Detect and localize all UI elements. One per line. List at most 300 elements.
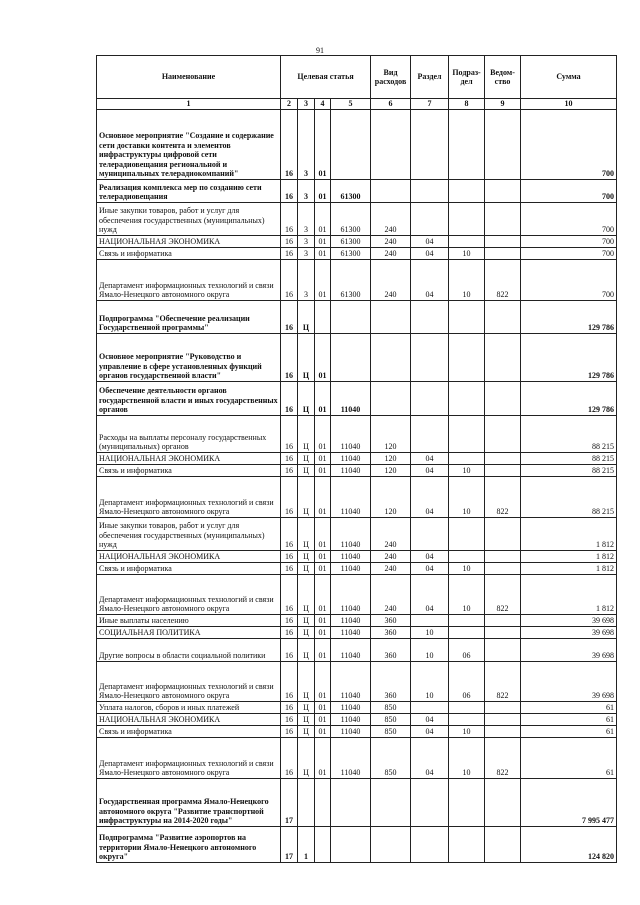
row-expense-type: 850 [371, 701, 411, 713]
header-section: Раздел [411, 56, 449, 99]
row-section [411, 179, 449, 202]
budget-table [96, 55, 617, 863]
row-department [485, 550, 521, 562]
col-number: 2 [281, 99, 298, 110]
row-name: Подпрограмма "Развитие аэропортов на территории Ямало-Ненецкого автономного округа" [97, 826, 281, 862]
row-name: Департамент информационных технологий и связи Ямало-Ненецкого автономного округа [97, 661, 281, 701]
row-measure-code: 01 [315, 737, 331, 778]
row-measure-code: 01 [315, 109, 331, 179]
row-section [411, 300, 449, 333]
row-measure-code: 01 [315, 574, 331, 614]
row-expense-type: 360 [371, 626, 411, 638]
row-subsection [449, 778, 485, 826]
row-sum: 1 812 [521, 574, 617, 614]
row-name: Государственная программа Ямало-Ненецкого автономного округа "Развитие транспортной инфраструктуры на 2014-2020 годы" [97, 778, 281, 826]
row-section: 04 [411, 476, 449, 517]
row-measure-code: 01 [315, 550, 331, 562]
row-measure-code: 01 [315, 259, 331, 300]
table-row [97, 614, 617, 626]
table-row [97, 574, 617, 614]
row-measure-code: 01 [315, 247, 331, 259]
row-program-code: 16 [281, 476, 298, 517]
row-subprogram-code: 1 [298, 826, 315, 862]
row-section [411, 517, 449, 550]
row-subprogram-code: 3 [298, 247, 315, 259]
row-direction-code [331, 300, 371, 333]
row-direction-code: 11040 [331, 638, 371, 661]
row-name: Иные закупки товаров, работ и услуг для обеспечения государственных (муниципальных) нужд [97, 517, 281, 550]
row-name: Подпрограмма "Обеспечение реализации Государственной программы" [97, 300, 281, 333]
row-subsection [449, 415, 485, 452]
row-sum: 700 [521, 109, 617, 179]
row-subsection: 10 [449, 259, 485, 300]
row-subprogram-code: Ц [298, 737, 315, 778]
row-department [485, 247, 521, 259]
row-subprogram-code: Ц [298, 333, 315, 381]
row-name: Департамент информационных технологий и связи Ямало-Ненецкого автономного округа [97, 259, 281, 300]
row-expense-type [371, 333, 411, 381]
row-expense-type: 120 [371, 452, 411, 464]
row-subsection [449, 109, 485, 179]
row-section: 04 [411, 550, 449, 562]
row-direction-code: 61300 [331, 259, 371, 300]
row-sum: 700 [521, 259, 617, 300]
table-row [97, 626, 617, 638]
header-department: Ведом-ство [485, 56, 521, 99]
table-row [97, 778, 617, 826]
row-program-code: 16 [281, 415, 298, 452]
row-direction-code: 11040 [331, 452, 371, 464]
row-subsection [449, 826, 485, 862]
row-program-code: 16 [281, 737, 298, 778]
col-number: 7 [411, 99, 449, 110]
header-name: Наименование [97, 56, 281, 99]
row-department [485, 826, 521, 862]
row-subprogram-code: Ц [298, 562, 315, 574]
row-name: Уплата налогов, сборов и иных платежей [97, 701, 281, 713]
row-measure-code: 01 [315, 638, 331, 661]
row-direction-code [331, 333, 371, 381]
row-subprogram-code: Ц [298, 626, 315, 638]
table-row [97, 109, 617, 179]
row-direction-code: 11040 [331, 517, 371, 550]
row-expense-type: 240 [371, 259, 411, 300]
row-expense-type [371, 179, 411, 202]
table-header [97, 56, 617, 110]
row-section [411, 109, 449, 179]
row-section: 04 [411, 464, 449, 476]
row-section [411, 202, 449, 235]
row-measure-code: 01 [315, 626, 331, 638]
row-sum: 88 215 [521, 464, 617, 476]
row-department [485, 725, 521, 737]
row-department [485, 109, 521, 179]
row-direction-code: 11040 [331, 381, 371, 415]
row-section: 10 [411, 661, 449, 701]
table-row [97, 550, 617, 562]
row-department [485, 452, 521, 464]
row-expense-type: 850 [371, 725, 411, 737]
row-program-code: 16 [281, 661, 298, 701]
row-name: Департамент информационных технологий и связи Ямало-Ненецкого автономного округа [97, 737, 281, 778]
row-subprogram-code: Ц [298, 452, 315, 464]
row-program-code: 16 [281, 452, 298, 464]
row-department [485, 202, 521, 235]
row-program-code: 16 [281, 614, 298, 626]
row-subprogram-code: Ц [298, 701, 315, 713]
row-subsection [449, 179, 485, 202]
col-number: 10 [521, 99, 617, 110]
row-section: 10 [411, 626, 449, 638]
row-name: Связь и информатика [97, 464, 281, 476]
row-section: 04 [411, 259, 449, 300]
row-expense-type: 240 [371, 550, 411, 562]
row-measure-code [315, 300, 331, 333]
row-subsection [449, 333, 485, 381]
header-sum: Сумма [521, 56, 617, 99]
row-section [411, 778, 449, 826]
row-sum: 61 [521, 737, 617, 778]
row-expense-type: 240 [371, 247, 411, 259]
row-name: НАЦИОНАЛЬНАЯ ЭКОНОМИКА [97, 713, 281, 725]
table-row [97, 235, 617, 247]
row-sum: 39 698 [521, 626, 617, 638]
row-measure-code: 01 [315, 661, 331, 701]
row-subprogram-code: Ц [298, 638, 315, 661]
row-subprogram-code: 3 [298, 202, 315, 235]
row-subsection: 06 [449, 638, 485, 661]
row-measure-code: 01 [315, 614, 331, 626]
row-direction-code: 11040 [331, 626, 371, 638]
row-sum: 88 215 [521, 415, 617, 452]
row-program-code: 16 [281, 701, 298, 713]
row-measure-code: 01 [315, 333, 331, 381]
col-number: 6 [371, 99, 411, 110]
col-number: 9 [485, 99, 521, 110]
row-expense-type [371, 109, 411, 179]
row-program-code: 17 [281, 826, 298, 862]
row-department [485, 626, 521, 638]
row-measure-code: 01 [315, 179, 331, 202]
table-row [97, 259, 617, 300]
table-row [97, 661, 617, 701]
row-measure-code: 01 [315, 235, 331, 247]
row-department [485, 562, 521, 574]
row-measure-code: 01 [315, 701, 331, 713]
row-name: Иные выплаты населению [97, 614, 281, 626]
row-subsection: 10 [449, 464, 485, 476]
row-subprogram-code: 3 [298, 259, 315, 300]
row-direction-code: 61300 [331, 202, 371, 235]
table-row [97, 562, 617, 574]
row-direction-code: 11040 [331, 550, 371, 562]
row-name: Иные закупки товаров, работ и услуг для обеспечения государственных (муниципальных) нужд [97, 202, 281, 235]
row-program-code: 16 [281, 574, 298, 614]
row-department [485, 701, 521, 713]
row-section: 04 [411, 725, 449, 737]
row-department [485, 778, 521, 826]
row-subsection [449, 235, 485, 247]
col-number: 8 [449, 99, 485, 110]
row-sum: 129 786 [521, 333, 617, 381]
row-subsection: 06 [449, 661, 485, 701]
row-sum: 88 215 [521, 452, 617, 464]
col-number: 5 [331, 99, 371, 110]
row-section: 04 [411, 737, 449, 778]
row-section: 04 [411, 562, 449, 574]
row-name: Департамент информационных технологий и связи Ямало-Ненецкого автономного округа [97, 476, 281, 517]
row-measure-code [315, 826, 331, 862]
row-name: СОЦИАЛЬНАЯ ПОЛИТИКА [97, 626, 281, 638]
row-measure-code: 01 [315, 415, 331, 452]
table-row [97, 333, 617, 381]
row-section: 04 [411, 713, 449, 725]
table-row [97, 517, 617, 550]
row-direction-code [331, 109, 371, 179]
header-target-article: Целевая статья [281, 56, 371, 99]
row-expense-type: 240 [371, 517, 411, 550]
table-row [97, 713, 617, 725]
row-measure-code: 01 [315, 517, 331, 550]
row-expense-type [371, 300, 411, 333]
row-program-code: 16 [281, 381, 298, 415]
row-program-code: 16 [281, 109, 298, 179]
row-department: 822 [485, 661, 521, 701]
table-row [97, 638, 617, 661]
row-name: Основное мероприятие "Руководство и управление в сфере установленных функций органов государственной власти" [97, 333, 281, 381]
row-subprogram-code: Ц [298, 381, 315, 415]
row-expense-type [371, 778, 411, 826]
row-expense-type: 240 [371, 562, 411, 574]
row-department [485, 333, 521, 381]
row-expense-type: 240 [371, 235, 411, 247]
row-sum: 61 [521, 701, 617, 713]
row-section: 10 [411, 638, 449, 661]
row-name: Расходы на выплаты персоналу государственных (муниципальных) органов [97, 415, 281, 452]
row-name: Обеспечение деятельности органов государственной власти и иных государственных органов [97, 381, 281, 415]
row-subsection: 10 [449, 737, 485, 778]
row-expense-type: 360 [371, 661, 411, 701]
row-subprogram-code: Ц [298, 614, 315, 626]
row-program-code: 16 [281, 300, 298, 333]
table-row [97, 381, 617, 415]
row-subprogram-code: Ц [298, 464, 315, 476]
row-sum: 39 698 [521, 614, 617, 626]
row-section: 04 [411, 574, 449, 614]
table-row [97, 452, 617, 464]
row-subsection [449, 202, 485, 235]
row-sum: 61 [521, 725, 617, 737]
row-direction-code: 11040 [331, 562, 371, 574]
row-sum: 1 812 [521, 517, 617, 550]
row-expense-type: 850 [371, 737, 411, 778]
row-program-code: 17 [281, 778, 298, 826]
row-direction-code: 11040 [331, 614, 371, 626]
row-department: 822 [485, 574, 521, 614]
table-body [97, 109, 617, 862]
row-sum: 129 786 [521, 300, 617, 333]
row-measure-code: 01 [315, 476, 331, 517]
row-department: 822 [485, 259, 521, 300]
table-row [97, 202, 617, 235]
row-subsection [449, 626, 485, 638]
row-program-code: 16 [281, 179, 298, 202]
row-subsection: 10 [449, 562, 485, 574]
row-program-code: 16 [281, 626, 298, 638]
row-name: Основное мероприятие "Создание и содержание сети доставки контента и элементов инфраструктуры цифровой сети телерадиовещания региональной и муниципальных телерадиокомпаний" [97, 109, 281, 179]
row-name: Связь и информатика [97, 247, 281, 259]
row-section [411, 415, 449, 452]
row-subsection [449, 614, 485, 626]
col-number: 3 [298, 99, 315, 110]
row-section [411, 701, 449, 713]
table-row [97, 179, 617, 202]
row-direction-code [331, 778, 371, 826]
row-expense-type [371, 826, 411, 862]
row-department [485, 638, 521, 661]
row-subprogram-code: Ц [298, 517, 315, 550]
row-subsection [449, 452, 485, 464]
row-expense-type: 120 [371, 464, 411, 476]
row-department: 822 [485, 476, 521, 517]
row-measure-code: 01 [315, 562, 331, 574]
row-program-code: 16 [281, 550, 298, 562]
row-department [485, 381, 521, 415]
row-department [485, 415, 521, 452]
row-program-code: 16 [281, 713, 298, 725]
row-subsection: 10 [449, 725, 485, 737]
row-sum: 39 698 [521, 661, 617, 701]
row-subsection: 10 [449, 247, 485, 259]
row-section [411, 614, 449, 626]
row-sum: 124 820 [521, 826, 617, 862]
row-subprogram-code: Ц [298, 550, 315, 562]
row-sum: 61 [521, 713, 617, 725]
row-subsection [449, 701, 485, 713]
row-measure-code: 01 [315, 452, 331, 464]
row-measure-code: 01 [315, 381, 331, 415]
row-subprogram-code: Ц [298, 300, 315, 333]
row-direction-code [331, 826, 371, 862]
row-department [485, 517, 521, 550]
row-sum: 700 [521, 202, 617, 235]
row-measure-code: 01 [315, 713, 331, 725]
row-expense-type: 360 [371, 638, 411, 661]
table-row [97, 701, 617, 713]
row-name: Связь и информатика [97, 725, 281, 737]
table-row [97, 415, 617, 452]
row-section: 04 [411, 452, 449, 464]
row-subsection [449, 550, 485, 562]
row-department [485, 614, 521, 626]
row-department [485, 179, 521, 202]
row-subprogram-code: 3 [298, 179, 315, 202]
row-direction-code: 11040 [331, 701, 371, 713]
col-number: 1 [97, 99, 281, 110]
row-name: Департамент информационных технологий и связи Ямало-Ненецкого автономного округа [97, 574, 281, 614]
row-direction-code: 11040 [331, 725, 371, 737]
row-program-code: 16 [281, 247, 298, 259]
row-subprogram-code: Ц [298, 476, 315, 517]
row-direction-code: 11040 [331, 464, 371, 476]
row-subprogram-code: Ц [298, 415, 315, 452]
row-subsection: 10 [449, 476, 485, 517]
row-direction-code: 11040 [331, 574, 371, 614]
row-expense-type: 120 [371, 415, 411, 452]
row-program-code: 16 [281, 562, 298, 574]
row-subsection: 10 [449, 574, 485, 614]
row-program-code: 16 [281, 464, 298, 476]
table-row [97, 826, 617, 862]
table-row [97, 725, 617, 737]
row-department [485, 300, 521, 333]
row-name: Реализация комплекса мер по созданию сети телерадиовещания [97, 179, 281, 202]
row-measure-code: 01 [315, 464, 331, 476]
row-direction-code: 11040 [331, 713, 371, 725]
row-subsection [449, 713, 485, 725]
row-section [411, 333, 449, 381]
row-sum: 39 698 [521, 638, 617, 661]
row-name: НАЦИОНАЛЬНАЯ ЭКОНОМИКА [97, 452, 281, 464]
row-name: Связь и информатика [97, 562, 281, 574]
row-subprogram-code: Ц [298, 713, 315, 725]
row-direction-code: 61300 [331, 247, 371, 259]
row-measure-code [315, 778, 331, 826]
row-name: Другие вопросы в области социальной политики [97, 638, 281, 661]
row-department: 822 [485, 737, 521, 778]
row-sum: 700 [521, 235, 617, 247]
row-subsection [449, 517, 485, 550]
row-section: 04 [411, 235, 449, 247]
row-measure-code: 01 [315, 202, 331, 235]
row-expense-type: 240 [371, 574, 411, 614]
row-section: 04 [411, 247, 449, 259]
row-direction-code: 11040 [331, 476, 371, 517]
row-section [411, 826, 449, 862]
row-sum: 88 215 [521, 476, 617, 517]
row-program-code: 16 [281, 638, 298, 661]
col-number: 4 [315, 99, 331, 110]
row-program-code: 16 [281, 259, 298, 300]
table-row [97, 476, 617, 517]
row-direction-code: 61300 [331, 179, 371, 202]
row-sum: 700 [521, 179, 617, 202]
row-program-code: 16 [281, 517, 298, 550]
row-subprogram-code: Ц [298, 574, 315, 614]
row-sum: 1 812 [521, 550, 617, 562]
table-row [97, 300, 617, 333]
row-sum: 7 995 477 [521, 778, 617, 826]
row-expense-type [371, 381, 411, 415]
row-subsection [449, 300, 485, 333]
row-subprogram-code: 3 [298, 235, 315, 247]
row-program-code: 16 [281, 725, 298, 737]
row-sum: 700 [521, 247, 617, 259]
row-department [485, 235, 521, 247]
row-expense-type: 240 [371, 202, 411, 235]
row-sum: 1 812 [521, 562, 617, 574]
row-program-code: 16 [281, 235, 298, 247]
page-number: 91 [316, 46, 324, 55]
row-name: НАЦИОНАЛЬНАЯ ЭКОНОМИКА [97, 550, 281, 562]
row-program-code: 16 [281, 333, 298, 381]
row-direction-code: 11040 [331, 661, 371, 701]
row-subsection [449, 381, 485, 415]
row-direction-code: 11040 [331, 737, 371, 778]
row-measure-code: 01 [315, 725, 331, 737]
row-expense-type: 120 [371, 476, 411, 517]
row-direction-code: 61300 [331, 235, 371, 247]
